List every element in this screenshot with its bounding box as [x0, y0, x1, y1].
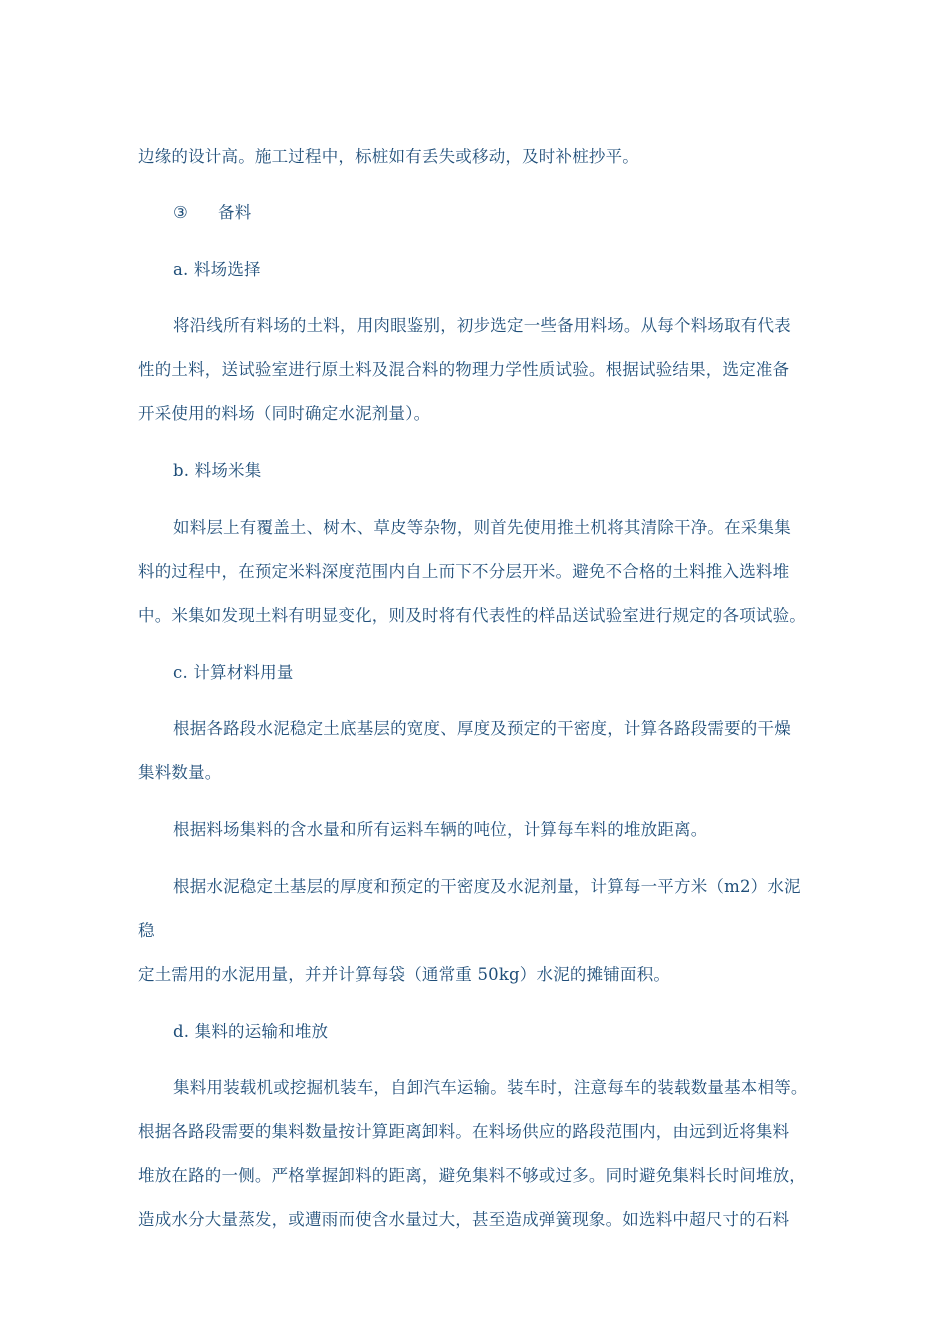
paragraph-line: 边缘的设计高。施工过程中，标桩如有丢失或移动，及时补桩抄平。 [138, 147, 639, 166]
subsection-heading-a: a. 料场选择 [173, 260, 261, 279]
paragraph-line: 根据水泥稳定土基层的厚度和预定的干密度及水泥剂量，计算每一平方米（m2）水泥 [173, 877, 801, 896]
paragraph-line: 根据各路段水泥稳定土底基层的宽度、厚度及预定的干密度，计算各路段需要的干燥 [173, 719, 791, 738]
subsection-heading-d: d. 集料的运输和堆放 [173, 1022, 329, 1041]
subsection-heading-b: b. 料场米集 [173, 461, 262, 480]
paragraph-line: 根据料场集料的含水量和所有运料车辆的吨位，计算每车料的堆放距离。 [173, 820, 708, 839]
paragraph-line: 堆放在路的一侧。严格掌握卸料的距离，避免集料不够或过多。同时避免集料长时间堆放， [138, 1166, 806, 1185]
paragraph-line: 造成水分大量蒸发，或遭雨而使含水量过大，甚至造成弹簧现象。如选料中超尺寸的石料 [138, 1210, 790, 1229]
paragraph-line: 将沿线所有料场的土料，用肉眼鉴别，初步选定一些备用料场。从每个料场取有代表 [173, 316, 791, 335]
paragraph-line: 集料用装载机或挖掘机装车，自卸汽车运输。装车时，注意每车的装载数量基本相等。 [173, 1078, 808, 1097]
paragraph-line: 性的土料，送试验室进行原土料及混合料的物理力学性质试验。根据试验结果，选定准备 [138, 360, 790, 379]
subsection-heading-c: c. 计算材料用量 [173, 663, 294, 682]
paragraph-line: 如料层上有覆盖土、树木、草皮等杂物，则首先使用推土机将其清除干净。在采集集 [173, 518, 791, 537]
paragraph-line: 稳 [138, 921, 155, 940]
section-heading: 备料 [218, 203, 252, 222]
paragraph-line: 中。米集如发现土料有明显变化，则及时将有代表性的样品送试验室进行规定的各项试验。 [138, 606, 806, 625]
paragraph-line: 根据各路段需要的集料数量按计算距离卸料。在料场供应的路段范围内，由远到近将集料 [138, 1122, 790, 1141]
section-number: ③ [173, 203, 188, 222]
paragraph-line: 集料数量。 [138, 763, 222, 782]
paragraph-line: 定土需用的水泥用量，并并计算每袋（通常重 50kg）水泥的摊铺面积。 [138, 965, 671, 984]
paragraph-line: 开采使用的料场（同时确定水泥剂量）。 [138, 404, 431, 423]
paragraph-line: 料的过程中，在预定米料深度范围内自上而下不分层开米。避免不合格的土料推入选料堆 [138, 562, 790, 581]
